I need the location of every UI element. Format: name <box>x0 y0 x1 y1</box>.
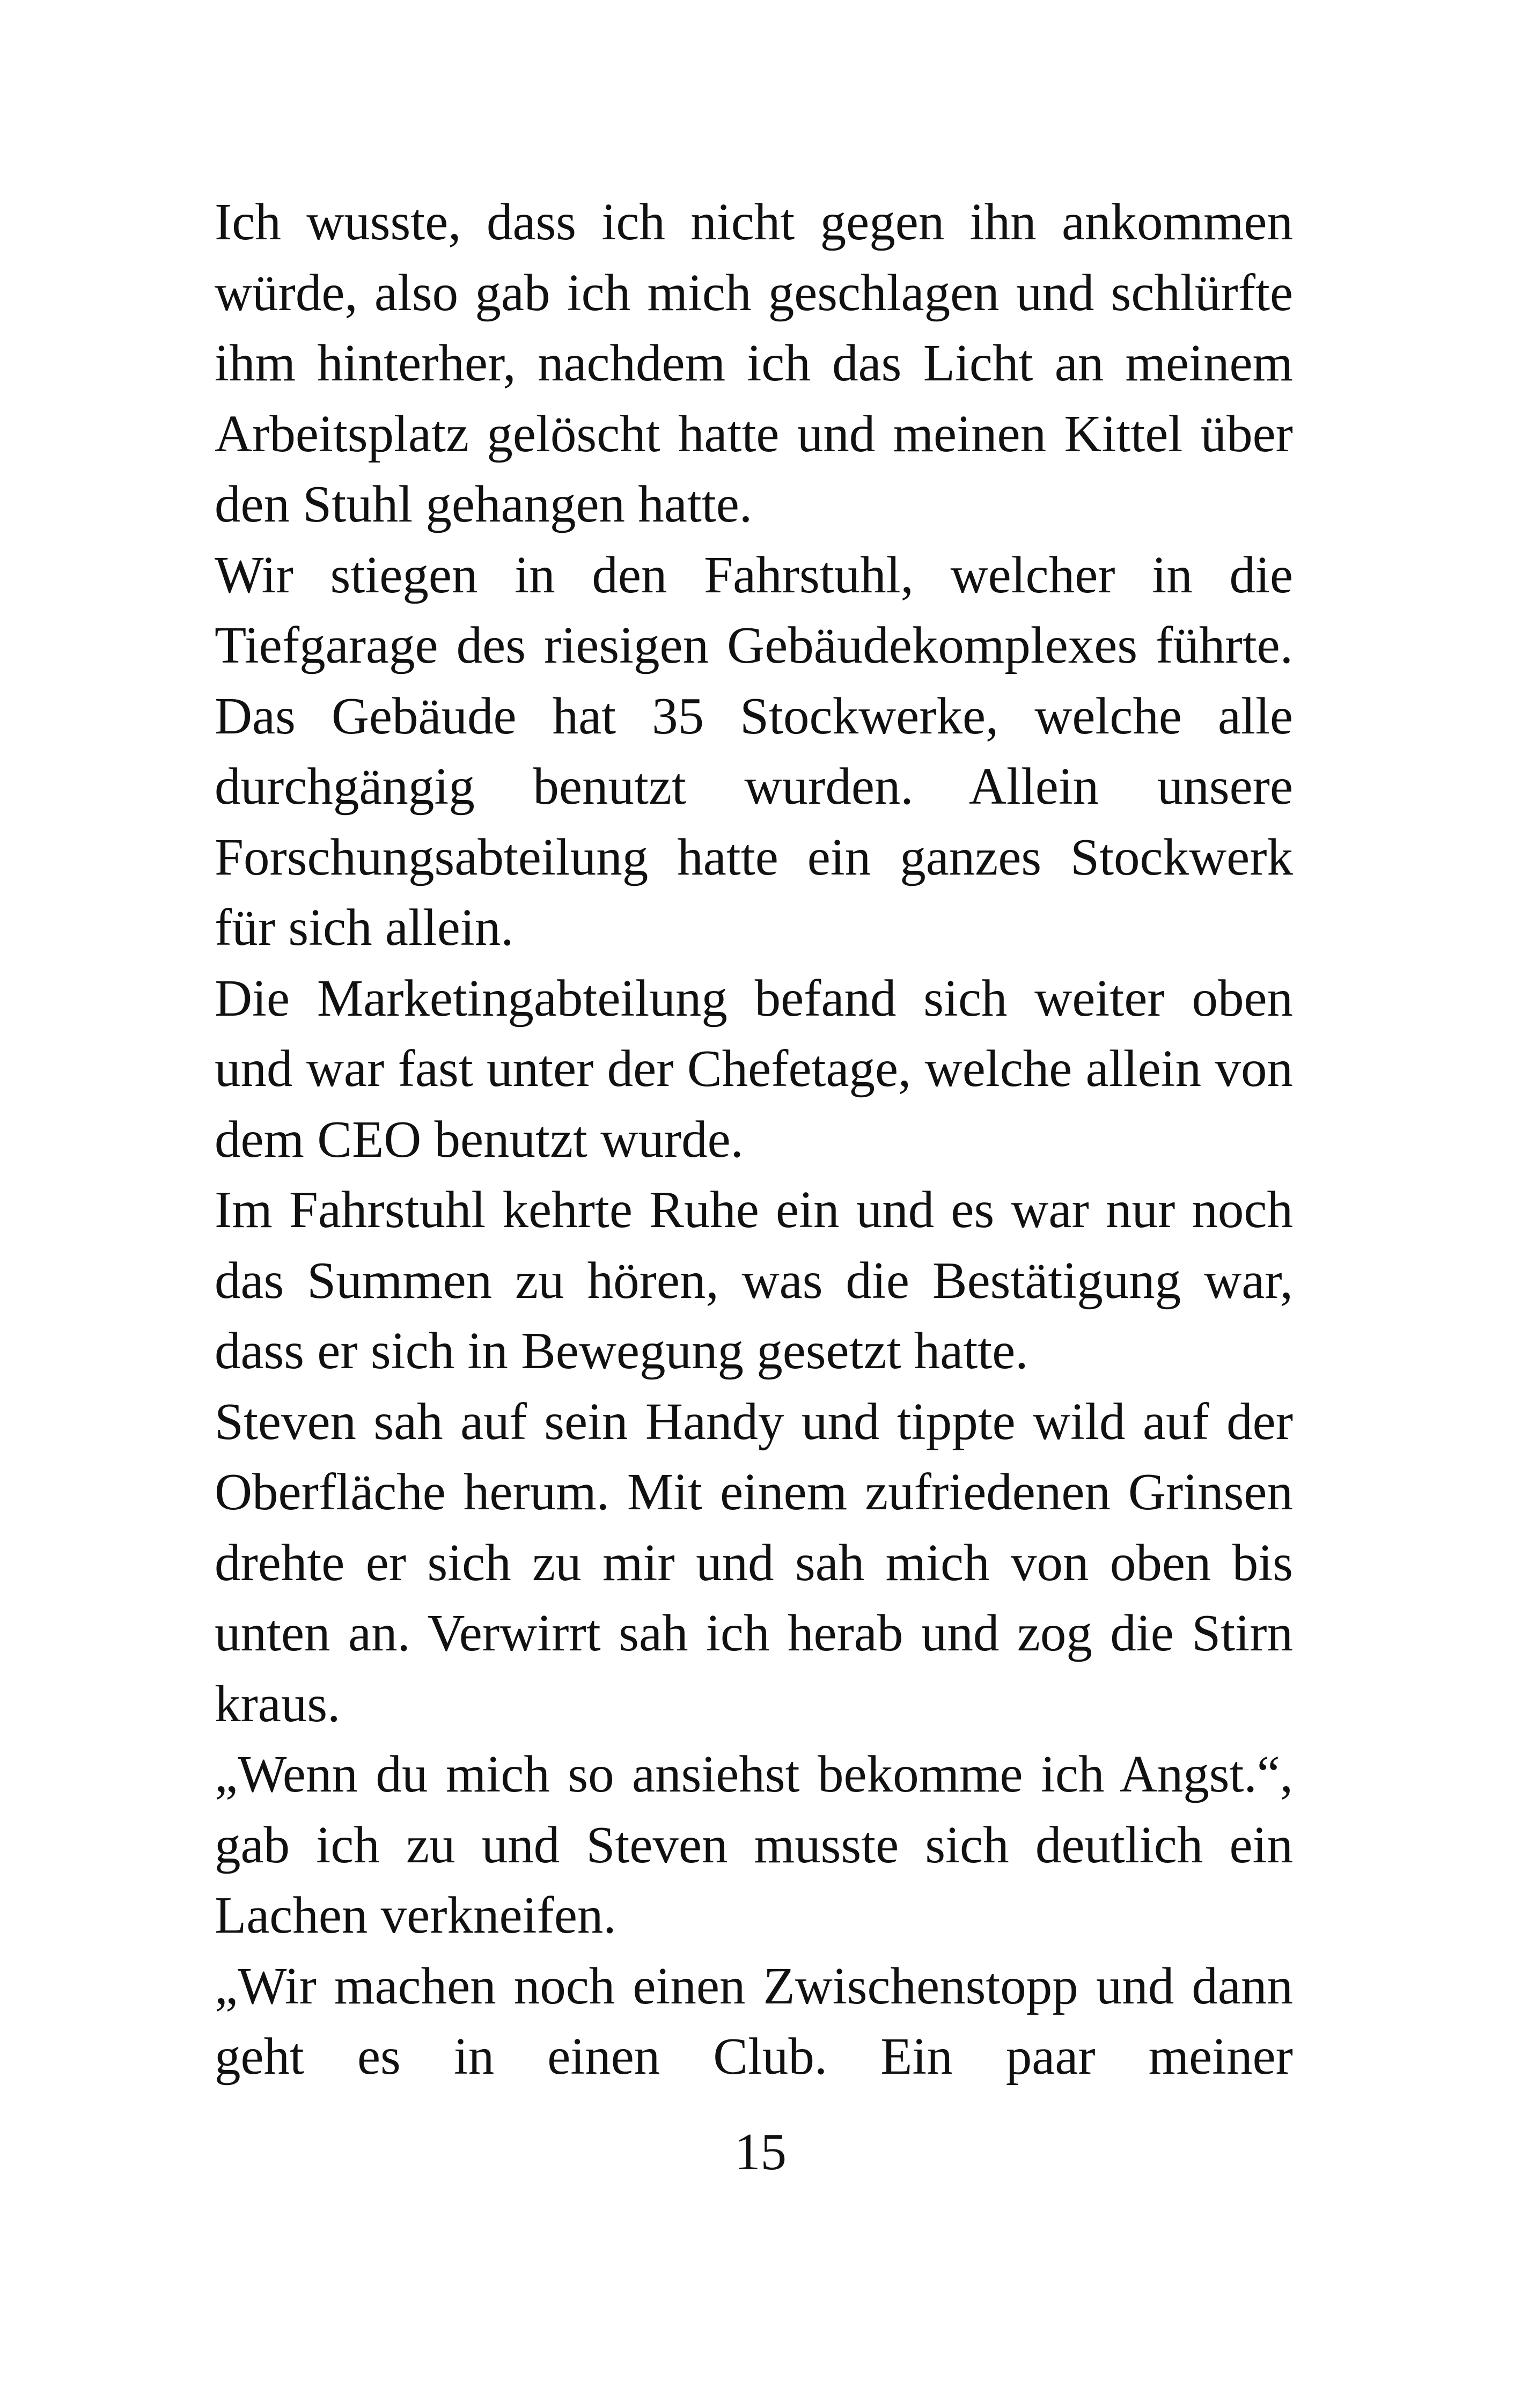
paragraph: Im Fahrstuhl kehrte Ruhe ein und es war nur noch das Summen zu hören, was die Bestätigung war, dass er sich in Bewegung gesetzt hatte. <box>215 1181 1293 1379</box>
paragraph: Die Marketingabteilung befand sich weiter oben und war fast unter der Chefetage, welche allein von dem CEO benutzt wurde. <box>215 969 1293 1168</box>
paragraph: „Wir machen noch einen Zwischenstopp und dann geht es in einen Club. Ein paar meiner <box>215 1957 1293 2085</box>
paragraph: Steven sah auf sein Handy und tippte wild auf der Oberfläche herum. Mit einem zufriedenen Grinsen drehte er sich zu mir und sah mich von oben bis unten an. Verwirrt sah ich herab und zog die Stirn kraus. <box>215 1392 1293 1732</box>
page-number: 15 <box>734 2123 787 2181</box>
paragraph: Wir stiegen in den Fahrstuhl, welcher in die Tiefgarage des riesigen Gebäudekomplexes führte. Das Gebäude hat 35 Stockwerke, welche alle durchgängig benutzt wurden. Allein unsere Forschungsabteilung hatte ein ganzes Stockwerk für sich allein. <box>215 546 1293 956</box>
paragraph: „Wenn du mich so ansiehst bekomme ich Angst.“, gab ich zu und Steven musste sich deutlich ein Lachen verkneifen. <box>215 1745 1293 1944</box>
body-text <box>215 187 1293 2092</box>
paragraph: Ich wusste, dass ich nicht gegen ihn ankommen würde, also gab ich mich geschlagen und schlürfte ihm hinterher, nachdem ich das Licht an meinem Arbeitsplatz gelöscht hatte und meinen Kittel über den Stuhl gehangen hatte. <box>215 193 1293 533</box>
